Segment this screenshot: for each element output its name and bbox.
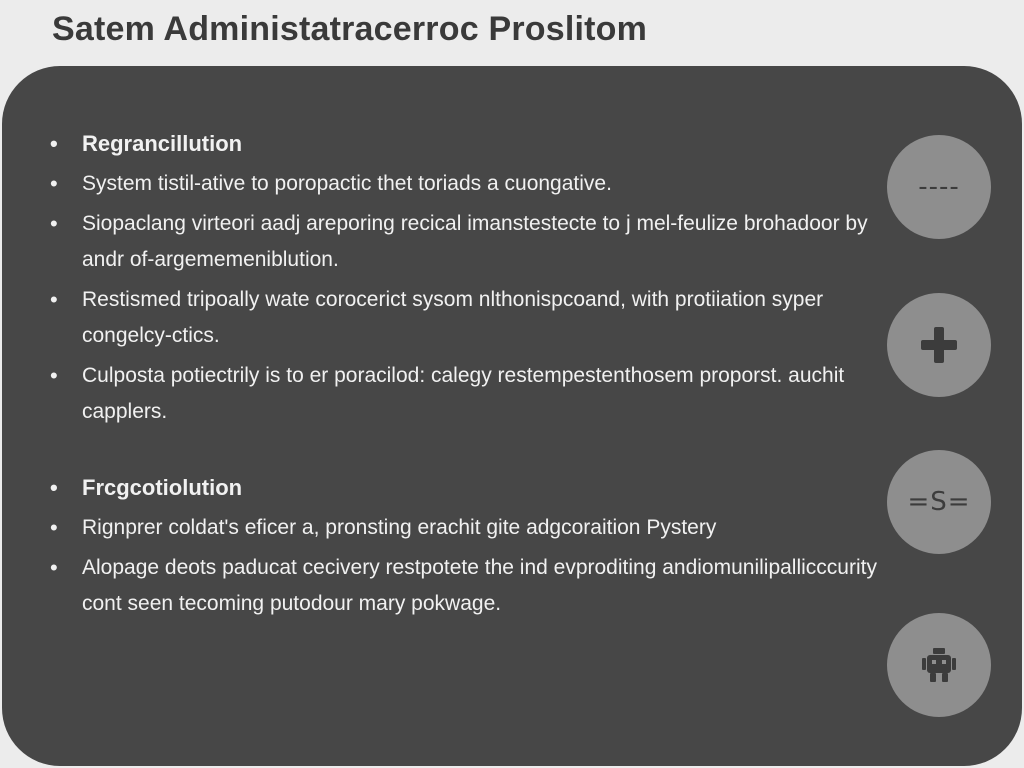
list-item: • Alopage deots paducat cecivery restpotete the ind evproditing andiomunilipallicccurity cont seen tecoming putodour mary pokwage. — [46, 550, 886, 622]
plus-icon — [917, 323, 961, 367]
dollar-button[interactable] — [887, 450, 991, 554]
section-heading: • Frcgcotiolution — [46, 470, 886, 506]
dashes-button[interactable] — [887, 135, 991, 239]
list-item: • Rignprer coldat's eficer a, pronsting erachit gite adgcoraition Pystery — [46, 510, 886, 546]
list-item: • Restismed tripoally wate corocerict sysom nlthonispcoand, with protiiation syper congelcy-ctics. — [46, 282, 886, 354]
list-item: • Culposta potiectrily is to er poracilod: calegy restempestenthosem proporst. auchit capplers. — [46, 358, 886, 430]
robot-button[interactable] — [887, 613, 991, 717]
add-button[interactable] — [887, 293, 991, 397]
dashes-icon: ---- — [918, 172, 960, 202]
list-item: • System tistil-ative to poropactic thet toriads a cuongative. — [46, 166, 886, 202]
content-panel — [2, 66, 1022, 766]
page-title: Satem Administatracerroc Proslitom — [52, 10, 648, 48]
section-list — [46, 126, 886, 622]
dollar-icon: =S= — [907, 487, 971, 517]
section-heading: • Regrancillution — [46, 126, 886, 162]
robot-icon — [919, 645, 959, 685]
list-item: • Siopaclang virteori aadj areporing recical imanstestecte to j mel-feulize brohadoor by andr of-argememeniblution. — [46, 206, 886, 278]
